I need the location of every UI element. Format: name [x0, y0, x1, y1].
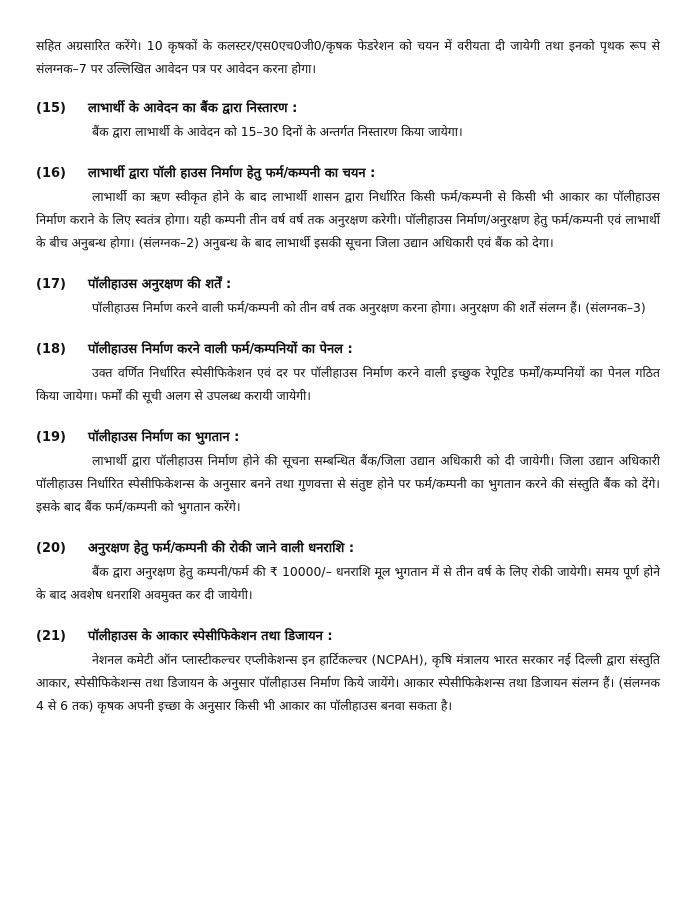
- section-heading: [36, 339, 660, 361]
- section-20: [36, 538, 660, 606]
- section-body: लाभार्थी का ऋण स्वीकृत होने के बाद लाभार्थी शासन द्वारा निर्धारित किसी फर्म/कम्पनी से किसी भी आकार का पॉलीहाउस निर्माण कराने के लिए स्वतंत्र होगा। यही कम्पनी तीन वर्ष वर्ष तक अनुरक्षण करेगी। पॉलीहाउस निर्माण/अनुरक्षण हेतु फर्म/कम्पनी एवं लाभार्थी के बीच अनुबन्ध होगा। (संलग्नक–2) अनुबन्ध के बाद लाभार्थी इसकी सूचना जिला उद्यान अधिकारी एवं बैंक को देगा।: [36, 189, 660, 250]
- section-title: अनुरक्षण हेतु फर्म/कम्पनी की रोकी जाने वाली धनराशि :: [88, 541, 355, 556]
- section-number: (15): [36, 101, 66, 116]
- section-title: पॉलीहाउस निर्माण करने वाली फर्म/कम्पनियों का पेनल :: [88, 342, 353, 357]
- section-heading: [36, 98, 660, 120]
- section-body: लाभार्थी द्वारा पॉलीहाउस निर्माण होने की सूचना सम्बन्धित बैंक/जिला उद्यान अधिकारी को दी जायेगी। जिला उद्यान अधिकारी पॉलीहाउस निर्धारित स्पेसीफिकेशन्स के अनुसार बनने तथा गुणवत्ता से संतुष्ट होने पर फर्म/कम्पनी का भुगतान करने की संस्तुति बैंक को देंगे। इसके बाद बैंक फर्म/कम्पनी को भुगतान करेंगे।: [36, 453, 660, 514]
- section-number: (19): [36, 430, 66, 445]
- section-heading: [36, 427, 660, 449]
- section-heading: [36, 538, 660, 560]
- section-15: [36, 98, 660, 143]
- section-heading: [36, 626, 660, 648]
- section-title: पॉलीहाउस के आकार स्पेसीफिकेशन तथा डिजायन :: [88, 629, 333, 644]
- section-body: बैंक द्वारा लाभार्थी के आवेदन को 15–30 दिनों के अन्तर्गत निस्तारण किया जायेगा।: [92, 124, 463, 139]
- section-18: [36, 339, 660, 407]
- section-number: (17): [36, 277, 66, 292]
- section-number: (21): [36, 629, 66, 644]
- section-title: पॉलीहाउस अनुरक्षण की शर्तें :: [88, 277, 232, 292]
- section-title: पॉलीहाउस निर्माण का भुगतान :: [88, 430, 240, 445]
- section-body: बैंक द्वारा अनुरक्षण हेतु कम्पनी/फर्म की ₹ 10000/– धनराशि मूल भुगतान में से तीन वर्ष के लिए रोकी जायेगी। समय पूर्ण होने के बाद अवशेष धनराशि अवमुक्त कर दी जायेगी।: [36, 564, 660, 602]
- section-body: उक्त वर्णित निर्धारित स्पेसीफिकेशन एवं दर पर पॉलीहाउस निर्माण करने वाली इच्छुक रेपूटिड फर्मों/कम्पनियों का पेनल गठित किया जायेगा। फर्मों की सूची अलग से उपलब्ध करायी जायेगी।: [36, 365, 660, 403]
- section-number: (18): [36, 342, 66, 357]
- section-17: [36, 274, 660, 319]
- section-title: लाभार्थी द्वारा पॉली हाउस निर्माण हेतु फर्म/कम्पनी का चयन :: [88, 166, 376, 181]
- section-heading: [36, 274, 660, 296]
- section-number: (20): [36, 541, 66, 556]
- section-title: लाभार्थी के आवेदन का बैंक द्वारा निस्तारण :: [88, 101, 298, 116]
- intro-paragraph: सहित अग्रसारित करेंगे। 10 कृषकों के कलस्टर/एस0एच0जी0/कृषक फेडरेशन को चयन में वरीयता दी जायेगी तथा इनको पृथक रूप से संलग्नक–7 पर उल्लिखित आवेदन पत्र पर आवेदन करना होगा।: [36, 38, 660, 76]
- section-16: [36, 163, 660, 254]
- section-number: (16): [36, 166, 66, 181]
- section-body: नेशनल कमेटी ऑन प्लास्टीकल्चर एप्लीकेशन्स इन हार्टिकल्चर (NCPAH), कृषि मंत्रालय भारत सरकार नई दिल्ली द्वारा संस्तुति आकार, स्पेसीफिकेशन्स तथा डिजायन के अनुसार पॉलीहाउस निर्माण किये जायेंगे। आकार स्पेसीफिकेशन्स तथा डिजायन संलग्न हैं। (संलग्नक 4 से 6 तक) कृषक अपनी इच्छा के अनुसार किसी भी आकार का पॉलीहाउस बनवा सकता है।: [36, 652, 660, 713]
- section-21: [36, 626, 660, 717]
- section-19: [36, 427, 660, 518]
- section-body: पॉलीहाउस निर्माण करने वाली फर्म/कम्पनी को तीन वर्ष तक अनुरक्षण करना होगा। अनुरक्षण की शर्तें संलग्न हैं। (संलग्नक–3): [92, 300, 646, 315]
- section-heading: [36, 163, 660, 185]
